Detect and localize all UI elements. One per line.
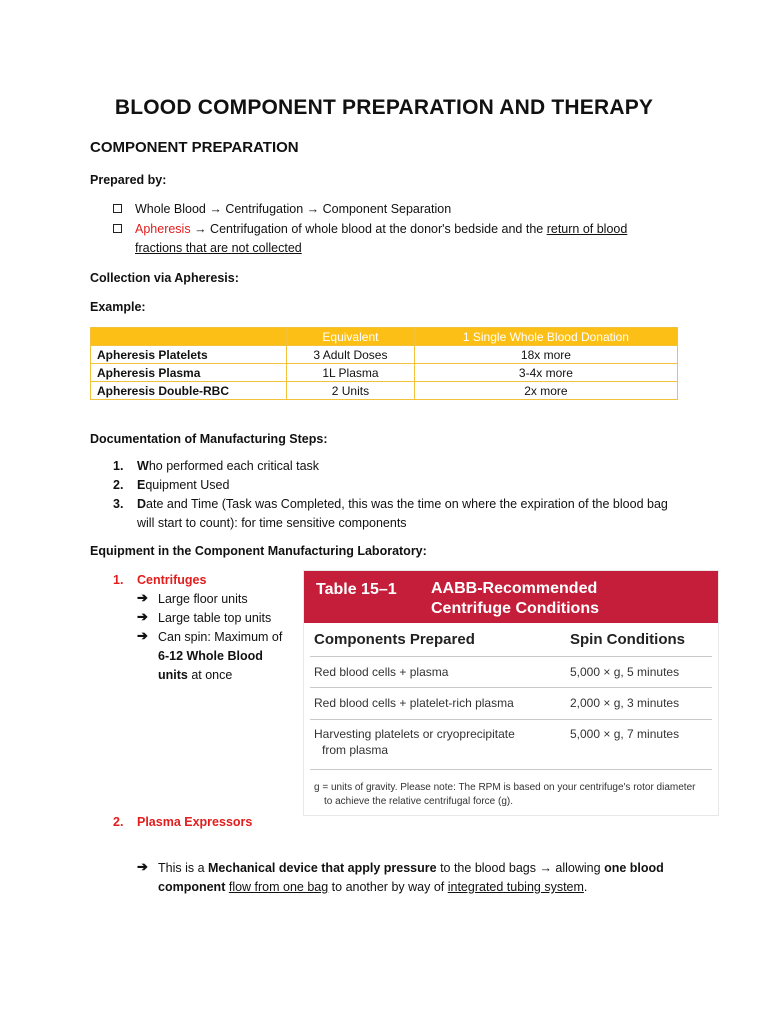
list-text: ho performed each critical task [148, 459, 320, 473]
figure-divider [310, 769, 712, 770]
desc-text: . [583, 880, 588, 894]
figure-title-line-2: Centrifuge Conditions [431, 600, 599, 617]
list-item [113, 476, 713, 495]
apheresis-table [90, 327, 678, 400]
figure-divider [310, 687, 712, 688]
table-cell-donation: 18x more [414, 346, 677, 364]
centrifuge-capacity: 6-12 Whole Blood [158, 649, 263, 663]
list-initial: W [137, 459, 149, 473]
bullet-text: Whole Blood → Centrifugation → Component Separation [135, 202, 452, 216]
at-once-text: at once [187, 668, 233, 682]
centrifuges-title: Centrifuges [137, 573, 207, 587]
table-row [91, 382, 678, 400]
arrow-right-icon: ➔ [137, 628, 148, 643]
apheresis-underline-1: return of blood [546, 222, 628, 236]
figure-header [304, 571, 718, 623]
table-row [91, 364, 678, 382]
checkbox-square-icon [113, 204, 122, 213]
desc-underline: integrated tubing system [447, 880, 584, 894]
table-header-cell: 1 Single Whole Blood Donation [414, 328, 677, 346]
bullet-item-whole-blood [113, 200, 451, 219]
figure-cell-spin: 5,000 × g, 7 minutes [570, 727, 680, 741]
figure-note-line-1: g = units of gravity. Please note: The RPM is based on your centrifuge's rotor diameter [314, 782, 696, 793]
figure-footnote [314, 781, 712, 809]
desc-text: to another by way of [328, 880, 448, 894]
list-number: 1. [113, 459, 124, 473]
centrifuge-item: Can spin: Maximum of [158, 630, 283, 644]
section-heading: COMPONENT PREPARATION [90, 139, 299, 156]
figure-table-title [431, 579, 599, 619]
table-cell-equivalent: 3 Adult Doses [287, 346, 415, 364]
table-cell-donation: 2x more [414, 382, 677, 400]
figure-divider [310, 719, 712, 720]
list-text: quipment Used [145, 478, 230, 492]
table-row [91, 346, 678, 364]
desc-bold: one blood [604, 861, 664, 875]
desc-bold: component [158, 880, 226, 894]
aabb-centrifuge-figure [303, 570, 719, 816]
arrow-right-icon: ➔ [137, 590, 148, 605]
figure-table-number: Table 15–1 [316, 581, 397, 598]
figure-col-spin: Spin Conditions [570, 631, 685, 648]
list-initial: E [137, 478, 146, 492]
collection-label: Collection via Apheresis: [90, 271, 239, 285]
list-text: ate and Time (Task was Completed, this was the time on where the expiration of the blood bag [146, 497, 668, 511]
table-header-cell [91, 328, 287, 346]
list-item [113, 457, 713, 476]
desc-text: to the blood bags → allowing [436, 861, 605, 875]
table-cell-name: Apheresis Platelets [91, 346, 287, 364]
apheresis-definition: → Centrifugation of whole blood at the donor's bedside and the [190, 222, 547, 236]
list-number: 2. [113, 815, 124, 829]
figure-cell-spin: 5,000 × g, 5 minutes [570, 665, 680, 679]
centrifuges-heading [113, 571, 293, 590]
list-text-continued: will start to count): for time sensitive components [137, 516, 407, 530]
equipment-label: Equipment in the Component Manufacturing Laboratory: [90, 544, 427, 558]
figure-cell-component: Red blood cells + platelet-rich plasma [314, 696, 514, 710]
expressors-heading [113, 813, 373, 832]
centrifuge-capacity-tail [158, 666, 232, 685]
example-label: Example: [90, 300, 146, 314]
figure-cell-component-line-2: from plasma [322, 743, 389, 757]
documentation-label: Documentation of Manufacturing Steps: [90, 432, 328, 446]
apheresis-underline-2: fractions that are not collected [135, 241, 302, 255]
units-word: units [158, 668, 188, 682]
table-header-row [91, 328, 678, 346]
prepared-by-label: Prepared by: [90, 173, 167, 187]
list-initial: D [137, 497, 147, 511]
list-item [113, 495, 713, 533]
figure-col-components: Components Prepared [314, 631, 475, 648]
list-number: 2. [113, 478, 124, 492]
table-cell-name: Apheresis Plasma [91, 364, 287, 382]
list-number: 3. [113, 497, 124, 511]
figure-title-line-1: AABB-Recommended [431, 580, 598, 597]
centrifuge-item: Large table top units [158, 611, 272, 625]
figure-cell-component [314, 726, 515, 758]
table-cell-donation: 3-4x more [414, 364, 677, 382]
figure-cell-spin: 2,000 × g, 3 minutes [570, 696, 680, 710]
figure-note-line-2: to achieve the relative centrifugal force (g). [324, 796, 513, 807]
desc-underline: flow from one bag [228, 880, 329, 894]
list-number: 1. [113, 573, 124, 587]
centrifuge-item: Large floor units [158, 592, 248, 606]
expressors-title: Plasma Expressors [137, 815, 253, 829]
table-cell-equivalent: 1L Plasma [287, 364, 415, 382]
arrow-right-icon: ➔ [137, 859, 148, 874]
figure-divider [310, 656, 712, 657]
expressors-description [158, 859, 698, 897]
desc-bold: Mechanical device that apply pressure [208, 861, 437, 875]
table-header-cell: Equivalent [287, 328, 415, 346]
figure-cell-component-line-1: Harvesting platelets or cryoprecipitate [314, 727, 515, 741]
arrow-right-icon: ➔ [137, 609, 148, 624]
apheresis-term: Apheresis [135, 222, 191, 236]
desc-text: This is a [158, 861, 209, 875]
figure-cell-component: Red blood cells + plasma [314, 665, 449, 679]
checkbox-square-icon [113, 224, 122, 233]
table-cell-name: Apheresis Double-RBC [91, 382, 287, 400]
bullet-item-apheresis [113, 220, 675, 258]
table-cell-equivalent: 2 Units [287, 382, 415, 400]
page-title: BLOOD COMPONENT PREPARATION AND THERAPY [114, 96, 654, 119]
